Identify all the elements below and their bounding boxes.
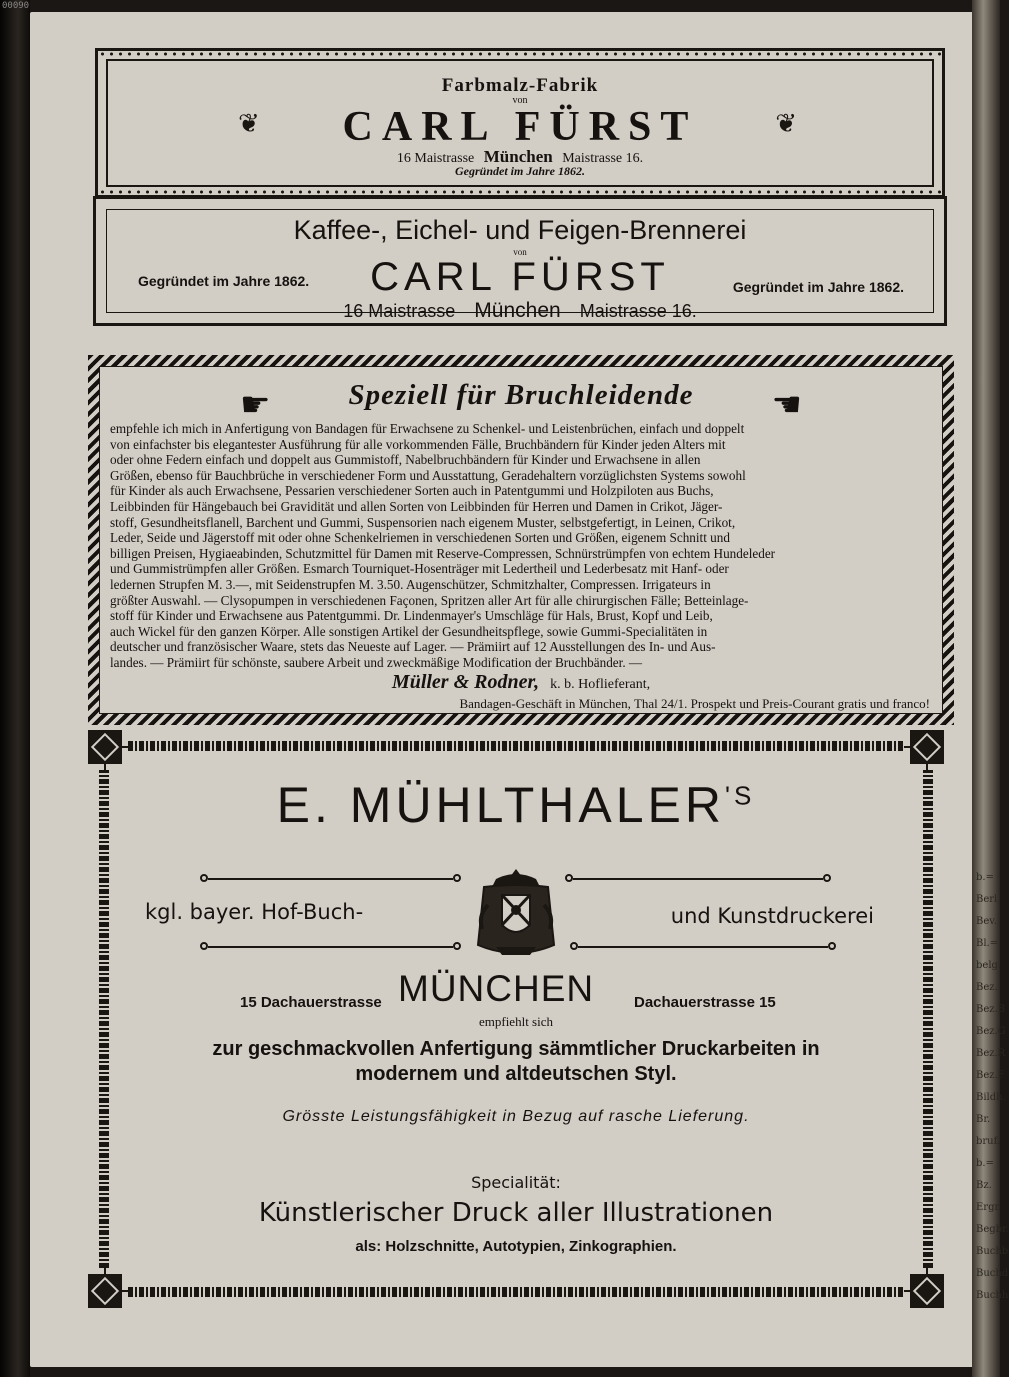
ad3-body-text bbox=[110, 421, 932, 671]
top-code: 00090 bbox=[2, 1, 30, 11]
corner-ornament bbox=[88, 730, 122, 764]
fleuron-ornament-right: ❦ bbox=[775, 109, 797, 138]
corner-ornament bbox=[88, 1274, 122, 1308]
coat-of-arms-icon bbox=[466, 865, 566, 965]
ad4-right-heading: und Kunstdruckerei bbox=[670, 904, 874, 928]
ad4-spec-label: Specialität: bbox=[471, 1173, 561, 1192]
ad-farbmalz bbox=[95, 48, 945, 198]
ad1-founded: Gegründet im Jahre 1862. bbox=[454, 164, 585, 178]
main-line-1: zur geschmackvollen Anfertigung sämmtlicher Druckarbeiten in bbox=[212, 1038, 820, 1060]
ad4-city: MÜNCHEN bbox=[398, 968, 595, 1009]
chain-border-bottom bbox=[128, 1287, 904, 1297]
rule-ornament bbox=[578, 946, 828, 948]
stub-word: Buchh bbox=[976, 1290, 1009, 1301]
stub-word: Bz. bbox=[976, 1180, 992, 1191]
ad-muehlthaler bbox=[88, 730, 944, 1308]
rule-ornament bbox=[573, 878, 823, 880]
addr-city: München bbox=[483, 147, 553, 166]
ad3-text-line: stoff für Kinder und Erwachsene aus Patentgummi. Dr. Lindenmayer's Umschläge für Hals, Brust, Kopf und Leib, bbox=[110, 608, 713, 624]
ad4-als: als: Holzschnitte, Autotypien, Zinkographien. bbox=[355, 1238, 677, 1255]
chain-border-top bbox=[128, 741, 904, 751]
ad4-italic: Grösste Leistungsfähigkeit in Bezug auf rasche Lieferung. bbox=[282, 1108, 750, 1125]
ad3-text-line: empfehle ich mich in Anfertigung von Bandagen für Erwachsene zu Schenkel- und Leistenbrüchen, einfach und doppelt bbox=[110, 421, 745, 436]
ad3-subline: Bandagen-Geschäft in München, Thal 24/1. Prospekt und Preis-Courant gratis und franco! bbox=[459, 696, 930, 711]
stub-word: Bez.G bbox=[976, 1026, 1006, 1037]
stub-word: Br. bbox=[976, 1114, 991, 1125]
stub-word: Bl.= bbox=[976, 938, 999, 949]
stub-word: b.= bbox=[976, 1158, 994, 1169]
fleuron-ornament-left: ❦ bbox=[238, 109, 260, 138]
ad2-founded-right: Gegründet im Jahre 1862. bbox=[732, 279, 904, 295]
pointing-hand-right-icon: ☛ bbox=[240, 387, 271, 424]
stub-word: Bildh. bbox=[976, 1092, 1006, 1103]
corner-ornament bbox=[910, 730, 944, 764]
ad3-text-line: auch Wickel für den ganzen Körper. Alle sonstigen Artikel der Gesundheitspflege, sowie Gummi-Specialitäten in bbox=[110, 623, 708, 639]
dotted-border-bottom bbox=[98, 189, 942, 195]
ad4-left-heading: kgl. bayer. Hof-Buch- bbox=[145, 900, 364, 924]
signature-name: Müller & Rodner, bbox=[391, 671, 540, 693]
stub-word: b.= bbox=[976, 872, 994, 883]
ad2-title: Kaffee-, Eichel- und Feigen-Brennerei bbox=[293, 215, 747, 245]
ad2-von: von bbox=[513, 247, 527, 257]
name-main: E. MÜHLTHALER bbox=[276, 777, 726, 833]
ad3-text-line: deutscher und französischer Waare, stets das Neueste auf Lager. — Prämiirt auf 12 Ausstellungen des In- und Aus- bbox=[110, 639, 716, 655]
ad4-address-left: 15 Dachauerstrasse bbox=[240, 994, 382, 1011]
ad4-main-text bbox=[88, 1037, 944, 1087]
ad3-body bbox=[99, 366, 943, 714]
ad3-text-line: Leder, Seide und Jägerstoff mit oder ohne Schenkelriemen in verschiedenen Sorten und Größen, eigenem Schnitt und bbox=[110, 530, 730, 546]
ad1-name: CARL FÜRST bbox=[342, 104, 698, 150]
stub-word: Bev. bbox=[976, 916, 997, 927]
dotted-border-top bbox=[98, 51, 942, 57]
addr-city: München bbox=[474, 299, 561, 322]
stub-word: Bez. bbox=[976, 982, 998, 993]
ad2-name: CARL FÜRST bbox=[370, 255, 670, 299]
rule-ornament bbox=[208, 878, 453, 880]
next-page-edge bbox=[972, 0, 1009, 1377]
ad3-heading: Speziell für Bruchleidende bbox=[348, 379, 694, 411]
stub-word: Bez.R bbox=[976, 1048, 1006, 1059]
ad-brennerei bbox=[93, 196, 947, 326]
addr-left: 16 Maistrasse bbox=[343, 301, 456, 321]
main-line-2: modernem und altdeutschen Styl. bbox=[355, 1063, 677, 1085]
pointing-hand-left-icon: ☚ bbox=[771, 387, 802, 424]
stub-word: bruf. bbox=[976, 1136, 1001, 1147]
ad3-text-line: oder ohne Federn einfach und doppelt aus Gummistoff, Nabelbruchbändern für Kinder und Erwachsene in allen bbox=[110, 452, 701, 468]
ad3-text-line: und Gummistrümpfen aller Größen. Esmarch Tourniquet-Hosenträger mit Ledertheil und Lederbesatz mit Hanf- oder bbox=[110, 561, 729, 577]
stub-word: Bez.B bbox=[976, 1004, 1006, 1015]
ad1-line1: Farbmalz-Fabrik bbox=[441, 75, 599, 96]
addr-left: 16 Maistrasse bbox=[396, 151, 475, 166]
stub-word: Buchb bbox=[976, 1246, 1009, 1257]
ad3-text-line: Leibbinden für Hängebauch bei Gravidität und allen Sorten von Leibbinden für Herren und Damen in Crikot, Jäger- bbox=[110, 498, 723, 514]
ad3-text-line: für Kinder als auch Erwachsene, Pessarien verschiedener Sorten auch in Patentgummi und Holzpiloten aus Buchs, bbox=[110, 483, 714, 499]
addr-right: Maistrasse 16. bbox=[579, 301, 697, 321]
ad3-text-line: stoff, Gesundheitsflanell, Barchent und Gummi, Suspensorien nach eigenem Muster, selbstgefertigt, in Leinen, Crikot, bbox=[110, 514, 736, 530]
ad2-address bbox=[96, 299, 944, 323]
ad3-signature bbox=[100, 671, 942, 694]
ad3-text-line: Größen, ebenso für Bauchbrüche in verschiedener Form und Ausstattung, Geradehaltern vorzüglichsten Systems sowohl bbox=[110, 467, 746, 483]
book-spine bbox=[0, 0, 30, 1377]
ad4-spec-main: Künstlerischer Druck aller Illustrationen bbox=[258, 1198, 774, 1228]
ad3-text-line: ledernen Strupfen M. 3.—, mit Seidenstrupfen M. 3.50. Augenschützer, Schmitzhalter, Compressen. Irrigateurs in bbox=[110, 576, 711, 592]
stub-word: belg. bbox=[976, 960, 1002, 971]
ad4-empfiehlt: empfiehlt sich bbox=[478, 1014, 553, 1029]
addr-right: Maistrasse 16. bbox=[562, 151, 644, 166]
ad4-name bbox=[88, 776, 944, 834]
name-suffix: 'S bbox=[725, 780, 756, 811]
stub-word: Ergr. bbox=[976, 1202, 1002, 1213]
stub-word: Berl bbox=[976, 894, 998, 905]
ad3-text-line: billigen Preisen, Hygiaeabinden, Schutzmittel für Damen mit Reserve-Compressen, Schnürstrümpfen von echtem Hundeleder bbox=[110, 545, 776, 561]
stub-word: Buchd bbox=[976, 1268, 1009, 1279]
ad3-text-line: landes. — Prämiirt für schönste, saubere Arbeit und zweckmäßige Modification der Bruchbänder. — bbox=[110, 654, 643, 670]
ad-bandagen bbox=[88, 355, 954, 725]
stub-word: Begbr. bbox=[976, 1224, 1009, 1235]
ad1-von: von bbox=[512, 95, 528, 106]
ad4-address-right: Dachauerstrasse 15 bbox=[634, 994, 776, 1011]
ad3-text-line: größter Auswahl. — Clysopumpen in verschiedenen Façonen, Spritzen aller Art für alle chirurgischen Fälle; Betteinlage- bbox=[110, 592, 749, 608]
rule-ornament bbox=[208, 946, 453, 948]
ad2-founded-left: Gegründet im Jahre 1862. bbox=[138, 273, 310, 289]
ad3-text-line: von einfachster bis elegantester Ausführung für alle vorkommenden Fälle, Bruchbändern für Kinder jeden Alters mit bbox=[110, 436, 726, 452]
corner-ornament bbox=[910, 1274, 944, 1308]
stub-word: Bez.F bbox=[976, 1070, 1005, 1081]
signature-suffix: k. b. Hoflieferant, bbox=[550, 677, 651, 692]
